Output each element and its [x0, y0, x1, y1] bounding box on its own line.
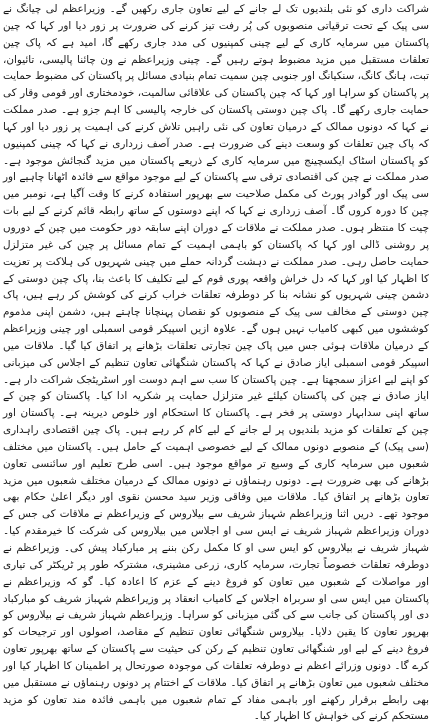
article-paragraph-1: شراکت داری کو نئی بلندیوں تک لے جانے کے لیے تعاون جاری رکھیں گے۔ وزیراعظم لی چیانگ نے سی پیک کے تحت ترقیاتی منصوبوں کی پُر رفت تیز کرنے کی ضرورت پر زور دیا اور کہا کہ چین پاکستان میں سرمایہ کاری کے لیے چینی کمپنیوں کی مدد جاری رکھے گا، امید ہے کہ پاک چین تعلقات مستقبل میں مزید مضبوط ہوتے رہیں گے۔ چینی وزیراعظم نے ون چائنا پالیسی، تائیوان، تبت، ہانگ کانگ، سنکیانگ اور جنوبی چین سمیت تمام بنیادی مسائل پر پاکستان کی مضبوط حمایت پر پاکستان کو سراہا اور کہا کہ چین پاکستان کی علاقائی سالمیت، خودمختاری اور قومی وقار کی حمایت جاری رکھے گا۔ پاک چین دوستی پاکستان کی خارجہ پالیسی کا اہم جزو ہے۔ صدر مملکت نے کہا کہ دونوں ممالک کے درمیان تعاون کی نئی راہیں تلاش کرنے کی اہمیت پر زور دیا اور کہا کہ پاک چین تعلقات کو وسعت دینے کی ضرورت ہے۔ صدر آصف زرداری نے کہا کہ چینی کمپنیوں کو پاکستان اسٹاک ایکسچینج میں سرمایہ کاری کے ذریعے پاکستان میں مزید گنجائش موجود ہے۔ صدر مملکت نے چین کی اقتصادی ترقی سے پاکستان کے لیے موجود مواقع سے فائدہ اٹھانا چاہیے اور سی پیک اور گوادر پورٹ کی مکمل صلاحیت سے بھرپور استفادہ کرنے کا وقت آگیا ہے، نومبر میں چین کا دورہ کروں گا۔ آصف زرداری نے کہا کہ اپنے دوستوں کے ساتھ رابطہ قائم کرنے کے لیے بات چیت کا منتظر ہوں۔ صدر مملکت نے ملاقات کے دوران اپنے سابقہ دور حکومت میں چین کے دوروں پر روشنی ڈالی اور کہا کہ پاکستان کو باہمی اہمیت کے تمام مسائل پر چین کی غیر متزلزل حمایت حاصل رہی۔ صدر مملکت نے دہشت گردانہ حملے میں چینی شہریوں کی ہلاکت پر تعزیت کا اظہار کیا اور کہا کہ دل خراش واقعہ پوری قوم کے لیے تکلیف کا باعث بنا، پاک چین دوستی کے دشمن چینی شہریوں کو نشانہ بنا کر دوطرفہ تعلقات خراب کرنے کی کوشش کر رہے ہیں، پاک چین دوستی کے مخالف سی پیک کے منصوبوں کو نقصان پہنچانا چاہتے ہیں، دشمن اپنی مذموم کوششوں میں کبھی کامیاب نہیں ہوں گے۔ علاوہ ازیں اسپیکر قومی اسمبلی اور چینی وزیراعظم کے درمیان ملاقات ہوئی جس میں پاک چین تجارتی تعلقات بڑھانے پر اتفاق کیا گیا۔ ملاقات میں اسپیکر قومی اسمبلی ایاز صادق نے کہا کہ پاکستان شنگھائی تعاون تنظیم کے اجلاس کی میزبانی کو اپنے لیے اعزاز سمجھتا ہے۔ چین پاکستان کا سب سے اہم دوست اور اسٹریٹجک شراکت دار ہے۔ ایاز صادق نے چین کی پاکستان کیلئے غیر متزلزل حمایت پر شکریہ ادا کیا۔ پاکستان کو چین کے ساتھ اپنی سدابہار دوستی پر فخر ہے۔ پاکستان کا استحکام اور خلوص دیرینہ ہے۔ پاکستان اور چین کے تعلقات کو مزید بلندیوں پر لے جانے کے لیے کام کر رہے ہیں۔ پاک چین اقتصادی راہداری (سی پیک) کے منصوبے دونوں ممالک کے لیے خصوصی اہمیت کے حامل ہیں۔ پاکستان میں مختلف شعبوں میں سرمایہ کاری کے وسیع تر مواقع موجود ہیں۔ اسی طرح تعلیم اور سائنسی تعاون بڑھانے کی بھی ضرورت ہے۔ دونوں رہنماؤں نے دونوں ممالک کے درمیان مختلف شعبوں میں مزید تعاون بڑھانے پر اتفاق کیا۔ ملاقات میں وفاقی وزیر سید محسن نقوی اور دیگر اعلیٰ حکام بھی موجود تھے۔ دریں اثنا وزیراعظم شہباز شریف سے بیلاروس کے وزیراعظم نے ملاقات کی جس کے دوران وزیراعظم شہباز شریف نے ایس سی او اجلاس میں بیلاروس کی شرکت کا خیرمقدم کیا۔ شہباز شریف نے بیلاروس کو ایس سی او کا مکمل رکن بننے پر مبارکباد پیش کی۔ وزیراعظم نے دوطرفہ تعلقات خصوصاً تجارت، سرمایہ کاری، زرعی مشینری، مشترکہ طور پر ٹریکٹر کی تیاری اور مواصلات کے شعبوں میں تعاون کو فروغ دینے کے عزم کا اعادہ کیا۔ گو کہ وزیراعظم نے پاکستان میں ایس سی او سربراہ اجلاس کے کامیاب انعقاد پر وزیراعظم شہباز شریف کو مبارکباد دی اور پاکستان کی جانب سے کی گئی میزبانی کو سراہا۔ وزیراعظم شہباز شریف نے بیلاروس کو بھرپور تعاون کا یقین دلایا۔ بیلاروس شنگھائی تعاون تنظیم کے مقاصد، اصولوں اور ترجیحات کو فروغ دینے کے لیے اور شنگھائی تعاون تنظیم کے رکن کی حیثیت سے پاکستان کے ساتھ بھرپور تعاون کرے گا۔ دونوں وزرائے اعظم نے دوطرفہ تعلقات کی موجودہ صورتحال پر اطمینان کا اظہار کیا اور مختلف شعبوں میں تعاون بڑھانے پر اتفاق کیا۔ ملاقات کے اختتام پر دونوں رہنماؤں نے مستقبل میں بھی رابطے برقرار رکھنے اور باہمی مفاد کے تمام شعبوں میں باہمی فائدہ مند تعاون کو مزید مستحکم کرنے کی خواہش کا اظہار کیا۔ [3, 3, 429, 723]
article-body [3, 1, 429, 725]
